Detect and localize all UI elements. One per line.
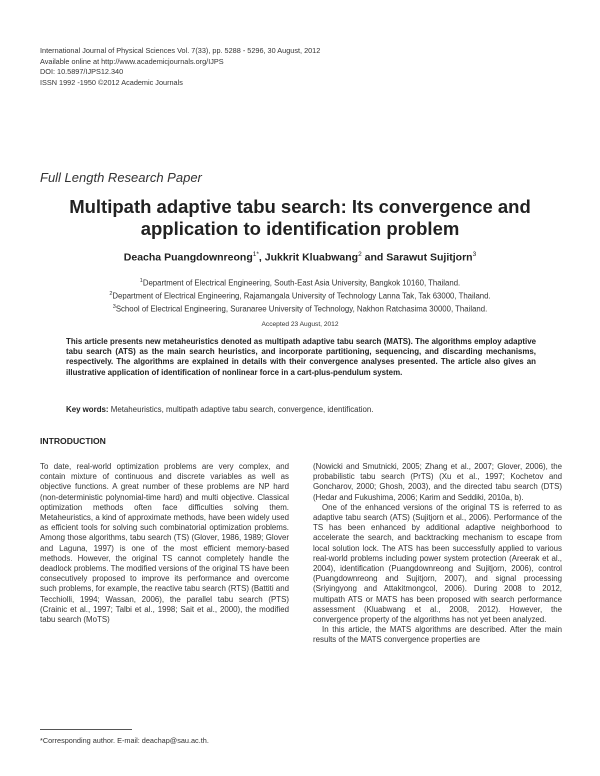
issn: ISSN 1992 -1950 ©2012 Academic Journals <box>40 77 183 87</box>
author-affiliation-mark: 1* <box>252 251 259 258</box>
author-affiliation-mark: 2 <box>358 251 362 258</box>
section-heading-introduction: INTRODUCTION <box>40 436 106 446</box>
author-name: Sarawut Sujitjorn <box>386 251 473 264</box>
abstract: This article presents new metaheuristics denoted as multipath adaptive tabu search (MATS). The algorithms employ adaptive tabu search (ATS) as the main search heuristics, and incorporate partitioning, sequencing, and discarding mechanisms, respectively. The algorithms are explained in details with their convergence analyses presented. The article also gives an illustrative application of identification of nonlinear force in a cart-plus-pendulum system. <box>66 337 536 377</box>
paragraph: One of the enhanced versions of the original TS is referred to as adaptive tabu search (ATS) (Sujitjorn et al., 2006). Performance of the TS has been enhanced by additional adaptive neighborhood to accelerate the search, and backtracking mechanism to escape from local solution lock. The ATS has been successfully applied to various real-world problems including power system protection (Areerak et al., 2004), identification (Puangdownreong and Sujitjorn, 2006), control (Puangdownreong and Sujitjorn, 2007), and signal processing (Sriyingyong and Attakitmongcol, 2006). During 2008 to 2012, multipath ATS or MATS has been proposed with search performance assessment (Kluabwang et al., 2008, 2012). However, the convergence property of the algorithms has not yet been analyzed. <box>313 502 562 625</box>
author-separator: and <box>361 251 387 264</box>
author-name: Jukkrit Kluabwang <box>264 251 359 264</box>
journal-info <box>40 46 320 88</box>
left-column <box>40 462 289 625</box>
affiliation-text: Department of Electrical Engineering, South-East Asia University, Bangkok 10160, Thailand. <box>142 278 461 288</box>
affiliation <box>40 276 560 289</box>
accepted-date: Accepted 23 August, 2012 <box>261 321 339 328</box>
keywords-text: Metaheuristics, multipath adaptive tabu search, convergence, identification. <box>110 405 374 414</box>
affiliation-mark: 1 <box>139 278 143 284</box>
journal-citation: International Journal of Physical Sciences Vol. 7(33), pp. 5288 - 5296, 30 August, 2012 <box>40 46 321 55</box>
authors <box>40 251 560 264</box>
keywords-label: Key words: <box>66 405 109 414</box>
affiliation-text: School of Electrical Engineering, Suranaree University of Technology, Nakhon Ratchasima 30000, Thailand. <box>115 304 488 314</box>
available-online: Available online at http://www.academicjournals.org/IJPS <box>40 56 224 66</box>
author-separator: , <box>258 251 265 264</box>
paper-type: Full Length Research Paper <box>40 170 202 185</box>
paragraph: To date, real-world optimization problems are very complex, and contain mixture of continuous and discrete variables as well as objective functions. A great number of these problems are NP hard (non-deterministic polynomial-time hard) and multi objective. Classical optimization methods often face difficulties solving them. Metaheuristics, a kind of approximate methods, have been widely used as efficient tools for solving such combinatorial optimization problems. Among those algorithms, tabu search (TS) (Glover, 1986, 1989; Glover and Laguna, 1997) is one of the most efficient memory-based methods. However, the original TS cannot completely handle the deadlock problems. The modified versions of the original TS have been consecutively proposed to improve its performance and overcome such problems, for example, the reactive tabu search (RTS) (Battiti and Tecchiolli, 1994; Wassan, 2006), the parallel tabu search (PTS) (Crainic et al., 1997; Talbi et al., 1998; Sait et al., 2000), the modified tabu search (MoTS) <box>40 462 289 625</box>
author-name: Deacha Puangdownreong <box>123 251 253 264</box>
right-column <box>313 462 562 646</box>
paper-title: Multipath adaptive tabu search: Its convergence and application to identification problem <box>69 196 531 239</box>
keywords <box>66 405 536 414</box>
affiliation <box>40 289 560 302</box>
footnote-rule <box>40 729 132 730</box>
affiliations <box>40 276 560 315</box>
affiliation-mark: 3 <box>112 303 116 310</box>
paragraph: In this article, the MATS algorithms are described. After the main results of the MATS convergence properties are <box>313 625 562 645</box>
affiliation-mark: 2 <box>109 290 113 297</box>
paragraph: (Nowicki and Smutnicki, 2005; Zhang et al., 2007; Glover, 2006), the probabilistic tabu search (PrTS) (Xu et al., 1997; Kochetov and Goncharov, 2000; Ghosh, 2003), and the directed tabu search (DTS) (Hedar and Fukushima, 2006; Karim and Seddiki, 2010a, b). <box>313 462 562 502</box>
doi: DOI: 10.5897/IJPS12.340 <box>40 67 124 76</box>
corresponding-author-footnote: *Corresponding author. E-mail: deachap@sau.ac.th. <box>40 736 209 745</box>
affiliation <box>40 302 560 315</box>
affiliation-text: Department of Electrical Engineering, Rajamangala University of Technology Lanna Tak, Tak 63000, Thailand. <box>112 291 491 301</box>
author-affiliation-mark: 3 <box>472 251 477 258</box>
